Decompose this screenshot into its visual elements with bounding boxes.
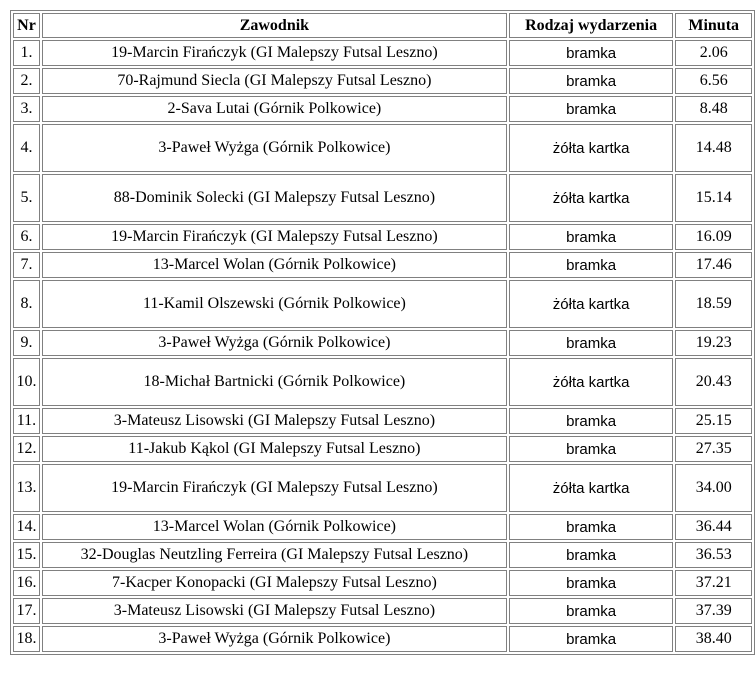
event-type: bramka bbox=[509, 626, 674, 652]
row-number: 5. bbox=[13, 174, 40, 222]
event-minute: 36.53 bbox=[675, 542, 752, 568]
player-name: 3-Paweł Wyżga (Górnik Polkowice) bbox=[42, 124, 507, 172]
event-type: bramka bbox=[509, 408, 674, 434]
table-row bbox=[13, 570, 752, 596]
player-name: 19-Marcin Firańczyk (GI Malepszy Futsal Leszno) bbox=[42, 224, 507, 250]
event-type: bramka bbox=[509, 598, 674, 624]
event-type: bramka bbox=[509, 224, 674, 250]
event-minute: 20.43 bbox=[675, 358, 752, 406]
event-type: bramka bbox=[509, 570, 674, 596]
row-number: 1. bbox=[13, 40, 40, 66]
event-minute: 6.56 bbox=[675, 68, 752, 94]
event-minute: 18.59 bbox=[675, 280, 752, 328]
row-number: 12. bbox=[13, 436, 40, 462]
row-number: 9. bbox=[13, 330, 40, 356]
table-header-row bbox=[13, 13, 752, 38]
player-name: 3-Mateusz Lisowski (GI Malepszy Futsal Leszno) bbox=[42, 408, 507, 434]
player-name: 11-Jakub Kąkol (GI Malepszy Futsal Leszno) bbox=[42, 436, 507, 462]
event-type: bramka bbox=[509, 514, 674, 540]
row-number: 2. bbox=[13, 68, 40, 94]
event-type: bramka bbox=[509, 68, 674, 94]
player-name: 2-Sava Lutai (Górnik Polkowice) bbox=[42, 96, 507, 122]
player-name: 7-Kacper Konopacki (GI Malepszy Futsal Leszno) bbox=[42, 570, 507, 596]
event-minute: 37.39 bbox=[675, 598, 752, 624]
event-type: bramka bbox=[509, 40, 674, 66]
row-number: 6. bbox=[13, 224, 40, 250]
table-row bbox=[13, 358, 752, 406]
player-name: 19-Marcin Firańczyk (GI Malepszy Futsal Leszno) bbox=[42, 464, 507, 512]
event-minute: 34.00 bbox=[675, 464, 752, 512]
player-name: 13-Marcel Wolan (Górnik Polkowice) bbox=[42, 514, 507, 540]
event-minute: 2.06 bbox=[675, 40, 752, 66]
event-minute: 25.15 bbox=[675, 408, 752, 434]
event-type: bramka bbox=[509, 96, 674, 122]
row-number: 11. bbox=[13, 408, 40, 434]
player-name: 3-Mateusz Lisowski (GI Malepszy Futsal Leszno) bbox=[42, 598, 507, 624]
table-row bbox=[13, 408, 752, 434]
row-number: 14. bbox=[13, 514, 40, 540]
row-number: 4. bbox=[13, 124, 40, 172]
event-type: bramka bbox=[509, 542, 674, 568]
event-type: żółta kartka bbox=[509, 124, 674, 172]
table-row bbox=[13, 40, 752, 66]
event-minute: 15.14 bbox=[675, 174, 752, 222]
event-type: żółta kartka bbox=[509, 174, 674, 222]
row-number: 18. bbox=[13, 626, 40, 652]
table-row bbox=[13, 330, 752, 356]
player-name: 88-Dominik Solecki (GI Malepszy Futsal Leszno) bbox=[42, 174, 507, 222]
event-minute: 19.23 bbox=[675, 330, 752, 356]
event-minute: 37.21 bbox=[675, 570, 752, 596]
table-row bbox=[13, 464, 752, 512]
event-type: żółta kartka bbox=[509, 280, 674, 328]
header-nr: Nr bbox=[13, 13, 40, 38]
player-name: 19-Marcin Firańczyk (GI Malepszy Futsal Leszno) bbox=[42, 40, 507, 66]
table-body bbox=[13, 40, 752, 652]
player-name: 32-Douglas Neutzling Ferreira (GI Malepszy Futsal Leszno) bbox=[42, 542, 507, 568]
event-type: bramka bbox=[509, 436, 674, 462]
event-type: bramka bbox=[509, 252, 674, 278]
event-minute: 36.44 bbox=[675, 514, 752, 540]
player-name: 3-Paweł Wyżga (Górnik Polkowice) bbox=[42, 626, 507, 652]
player-name: 18-Michał Bartnicki (Górnik Polkowice) bbox=[42, 358, 507, 406]
table-row bbox=[13, 598, 752, 624]
event-type: bramka bbox=[509, 330, 674, 356]
header-player: Zawodnik bbox=[42, 13, 507, 38]
table-row bbox=[13, 124, 752, 172]
header-event-type: Rodzaj wydarzenia bbox=[509, 13, 674, 38]
event-minute: 8.48 bbox=[675, 96, 752, 122]
row-number: 10. bbox=[13, 358, 40, 406]
table-row bbox=[13, 626, 752, 652]
table-row bbox=[13, 96, 752, 122]
row-number: 13. bbox=[13, 464, 40, 512]
match-events-table bbox=[10, 10, 755, 655]
player-name: 13-Marcel Wolan (Górnik Polkowice) bbox=[42, 252, 507, 278]
table-row bbox=[13, 224, 752, 250]
table-row bbox=[13, 174, 752, 222]
table-row bbox=[13, 252, 752, 278]
header-minute: Minuta bbox=[675, 13, 752, 38]
row-number: 8. bbox=[13, 280, 40, 328]
row-number: 3. bbox=[13, 96, 40, 122]
row-number: 17. bbox=[13, 598, 40, 624]
event-minute: 27.35 bbox=[675, 436, 752, 462]
event-minute: 17.46 bbox=[675, 252, 752, 278]
row-number: 7. bbox=[13, 252, 40, 278]
player-name: 70-Rajmund Siecla (GI Malepszy Futsal Leszno) bbox=[42, 68, 507, 94]
event-minute: 38.40 bbox=[675, 626, 752, 652]
table-row bbox=[13, 514, 752, 540]
event-type: żółta kartka bbox=[509, 358, 674, 406]
player-name: 3-Paweł Wyżga (Górnik Polkowice) bbox=[42, 330, 507, 356]
table-row bbox=[13, 68, 752, 94]
table-row bbox=[13, 436, 752, 462]
row-number: 16. bbox=[13, 570, 40, 596]
player-name: 11-Kamil Olszewski (Górnik Polkowice) bbox=[42, 280, 507, 328]
table-row bbox=[13, 542, 752, 568]
row-number: 15. bbox=[13, 542, 40, 568]
event-type: żółta kartka bbox=[509, 464, 674, 512]
event-minute: 14.48 bbox=[675, 124, 752, 172]
event-minute: 16.09 bbox=[675, 224, 752, 250]
table-row bbox=[13, 280, 752, 328]
